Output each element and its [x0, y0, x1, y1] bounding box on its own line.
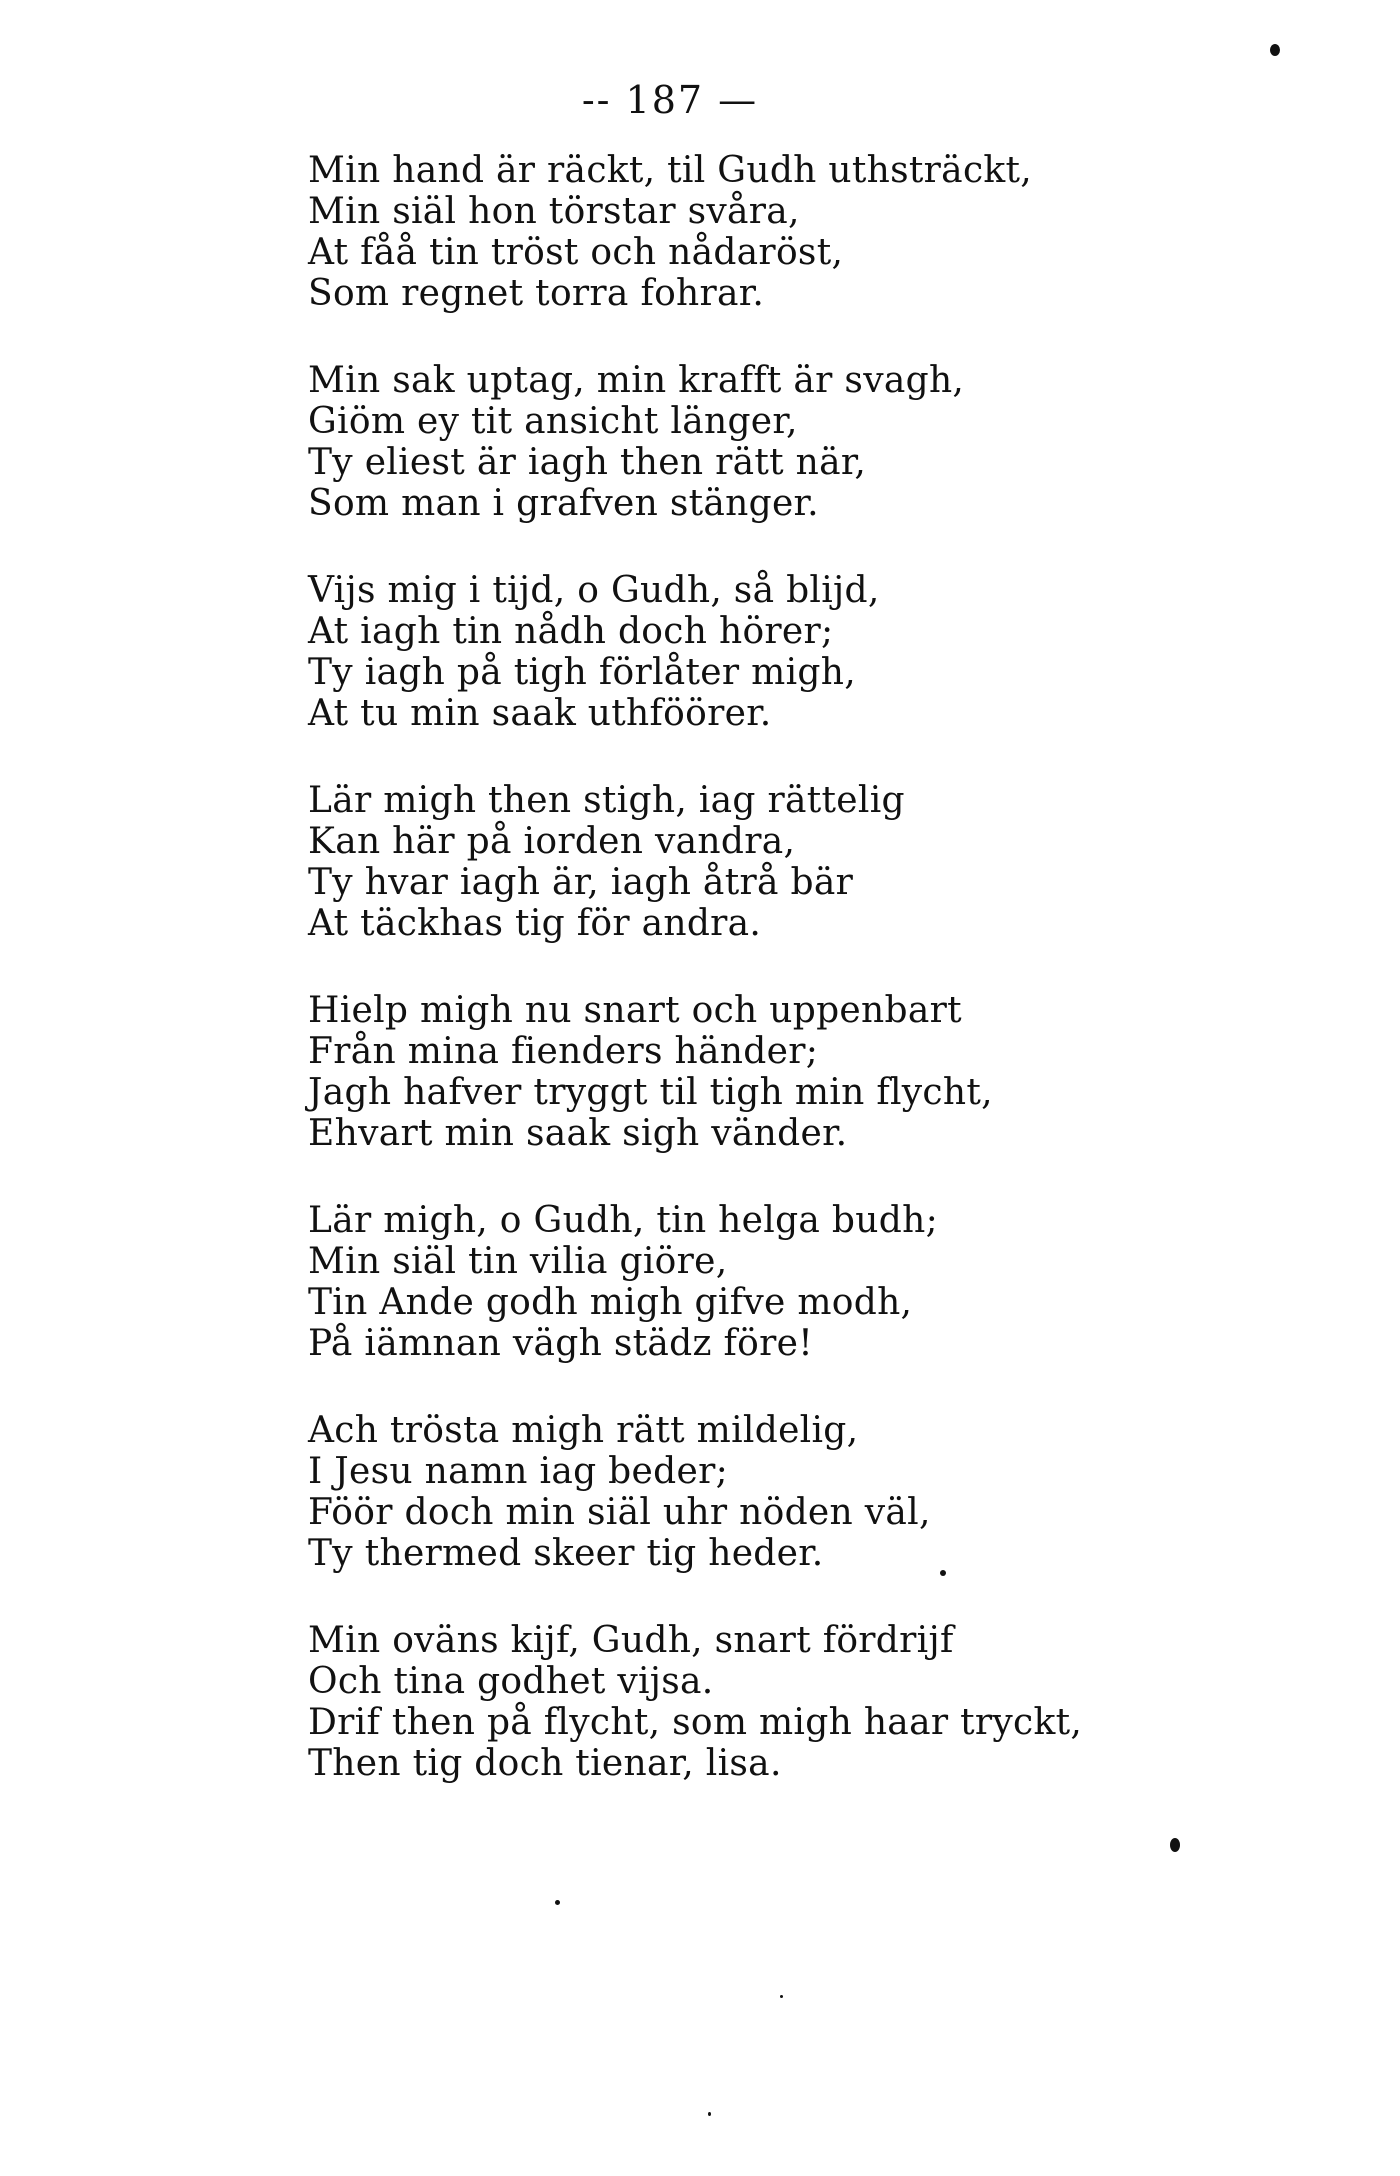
stanza-1 — [308, 150, 1308, 314]
ink-speck — [1270, 44, 1280, 56]
poem-line: Lär migh, o Gudh, tin helga budh; — [308, 1200, 939, 1241]
poem-line: Min siäl tin vilia giöre, — [308, 1241, 728, 1282]
poem-line: I Jesu namn iag beder; — [308, 1451, 729, 1492]
ink-speck — [555, 1900, 560, 1905]
poem-line: Som regnet torra fohrar. — [308, 273, 765, 314]
poem-line: Ty iagh på tigh förlåter migh, — [308, 652, 856, 693]
poem-line: At tu min saak uthföörer. — [308, 693, 772, 734]
poem-line: Then tig doch tienar, lisa. — [308, 1743, 782, 1784]
poem-line: Ty eliest är iagh then rätt när, — [308, 442, 867, 483]
poem-line: Giöm ey tit ansicht länger, — [308, 401, 798, 442]
poem-line: Tin Ande godh migh gifve modh, — [308, 1282, 913, 1323]
stanza-3 — [308, 570, 1308, 734]
poem-line: At iagh tin nådh doch hörer; — [308, 611, 834, 652]
poem-line: At täckhas tig för andra. — [308, 903, 762, 944]
poem-line: Hielp migh nu snart och uppenbart — [308, 990, 962, 1031]
poem-line: Som man i grafven stänger. — [308, 483, 819, 524]
poem-line: Från mina fienders händer; — [308, 1031, 819, 1072]
poem-line: At fåå tin tröst och nådaröst, — [308, 232, 844, 273]
poem-line: Ty thermed skeer tig heder. — [308, 1533, 824, 1574]
ink-speck — [780, 1995, 783, 1998]
stanza-4 — [308, 780, 1308, 944]
poem-line: Min sak uptag, min krafft är svagh, — [308, 360, 965, 401]
poem-line: Min siäl hon törstar svåra, — [308, 191, 800, 232]
poem-line: Föör doch min siäl uhr nöden väl, — [308, 1492, 931, 1533]
stanza-2 — [308, 360, 1308, 524]
poem-line: Kan här på iorden vandra, — [308, 821, 796, 862]
poem-line: Ehvart min saak sigh vänder. — [308, 1113, 848, 1154]
poem-line: Jagh hafver tryggt til tigh min flycht, — [308, 1072, 993, 1113]
poem — [308, 150, 1308, 1784]
page-number: -- 187 — — [581, 78, 759, 122]
poem-line: Min hand är räckt, til Gudh uthsträckt, — [308, 150, 1033, 191]
poem-line: Drif then på flycht, som migh haar tryckt, — [308, 1702, 1083, 1743]
stanza-8 — [308, 1620, 1308, 1784]
poem-line: Ach trösta migh rätt mildelig, — [308, 1410, 859, 1451]
poem-line: På iämnan vägh städz före! — [308, 1323, 814, 1364]
poem-line: Ty hvar iagh är, iagh åtrå bär — [308, 862, 854, 903]
ink-speck — [708, 2112, 711, 2116]
stanza-5 — [308, 990, 1308, 1154]
poem-line: Och tina godhet vijsa. — [308, 1661, 714, 1702]
ink-speck — [940, 1570, 946, 1576]
poem-line: Min oväns kijf, Gudh, snart fördrijf — [308, 1620, 954, 1661]
stanza-7 — [308, 1410, 1308, 1574]
ink-speck — [1170, 1838, 1180, 1852]
poem-line: Lär migh then stigh, iag rättelig — [308, 780, 905, 821]
poem-line: Vijs mig i tijd, o Gudh, så blijd, — [308, 570, 880, 611]
stanza-6 — [308, 1200, 1308, 1364]
